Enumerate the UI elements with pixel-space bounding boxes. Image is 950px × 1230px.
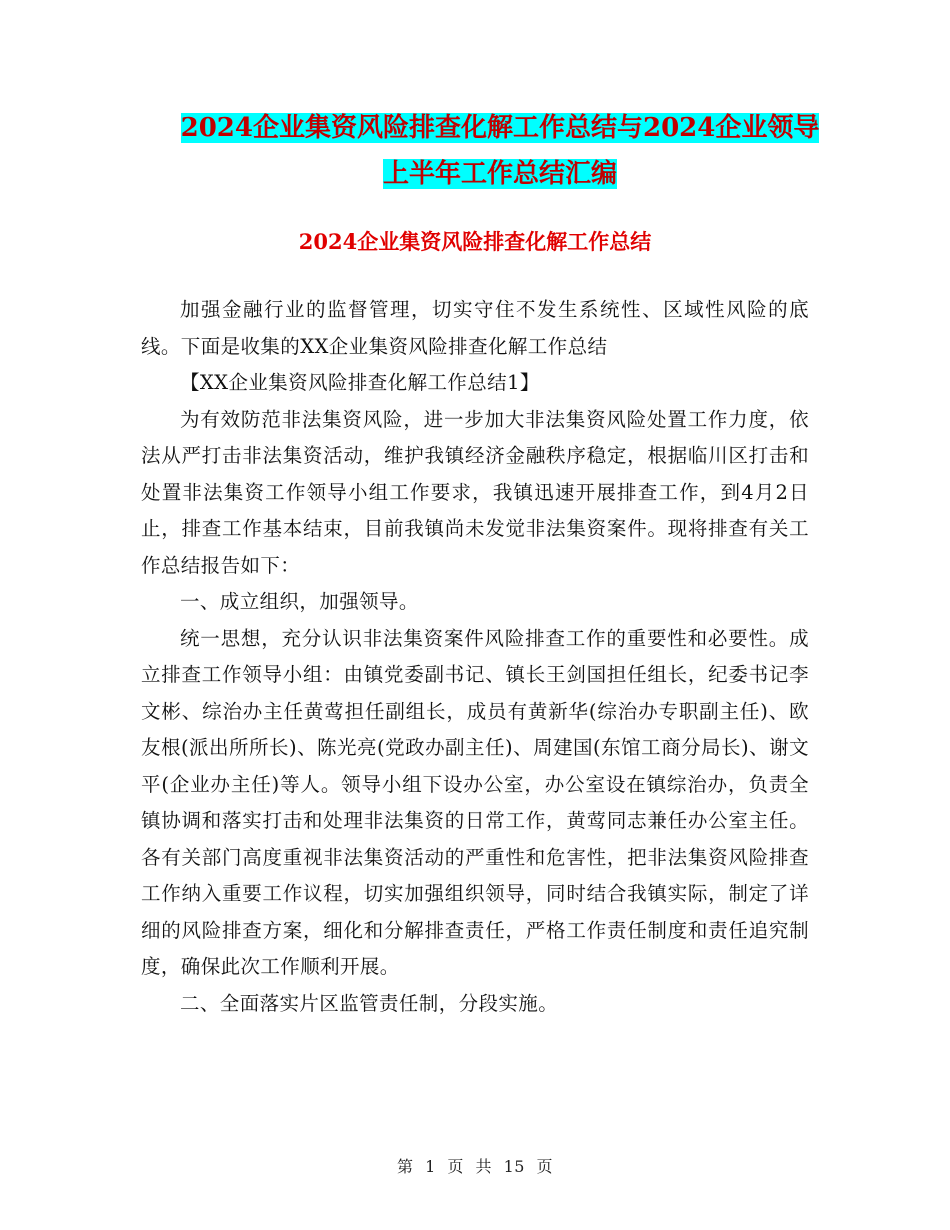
footer-label-total: 共 [475, 1157, 492, 1176]
footer-total-pages: 15 [503, 1157, 525, 1176]
document-body [141, 292, 809, 1022]
section-title: 2024企业集资风险排查化解工作总结 [298, 229, 652, 254]
footer-label-page: 第 [396, 1157, 414, 1176]
footer-current-page: 1 [425, 1157, 436, 1176]
paragraph: 二、全面落实片区监管责任制，分段实施。 [180, 991, 559, 1015]
paragraph: 统一思想，充分认识非法集资案件风险排查工作的重要性和必要性。成立排查工作领导小组：由镇党委副书记、镇长王剑国担任组长，纪委书记李文彬、综治办主任黄莺担任副组长，成员有黄新华(综治办专职副主任)、欧友根(派出所所长)、陈光亮(党政办副主任)、周建国(东馆工商分局长)、谢文平(企业办主任)等人。领导小组下设办公室，办公室设在镇综治办，负责全镇协调和落实打击和处理非法集资的日常工作，黄莺同志兼任办公室主任。各有关部门高度重视非法集资活动的严重性和危害性，把非法集资风险排查工作纳入重要工作议程，切实加强组织领导，同时结合我镇实际，制定了详细的风险排查方案，细化和分解排查责任，严格工作责任制度和责任追究制度，确保此次工作顺利开展。 [141, 626, 809, 978]
footer-label-total-unit: 页 [536, 1157, 554, 1176]
paragraph: 为有效防范非法集资风险，进一步加大非法集资风险处置工作力度，依法从严打击非法集资活动，维护我镇经济金融秩序稳定，根据临川区打击和处置非法集资工作领导小组工作要求，我镇迅速开展排查工作，到4月2日止，排查工作基本结束，目前我镇尚未发觉非法集资案件。现将排查有关工作总结报告如下： [141, 407, 809, 577]
document-title-text-1: 2024企业集资风险排查化解工作总结与2024企业领导 [180, 113, 820, 143]
document-title-line-2 [140, 158, 860, 191]
page-footer [0, 1154, 950, 1177]
paragraph: 【XX企业集资风险排查化解工作总结1】 [180, 371, 540, 394]
document-title-text-2: 上半年工作总结汇编 [382, 159, 617, 189]
paragraph: 加强金融行业的监督管理，切实守住不发生系统性、区域性风险的底线。下面是收集的XX企业集资风险排查化解工作总结 [141, 298, 809, 358]
document-title-line-1 [140, 112, 860, 145]
paragraph: 一、成立组织，加强领导。 [180, 590, 419, 613]
footer-label-page-unit: 页 [447, 1157, 464, 1176]
